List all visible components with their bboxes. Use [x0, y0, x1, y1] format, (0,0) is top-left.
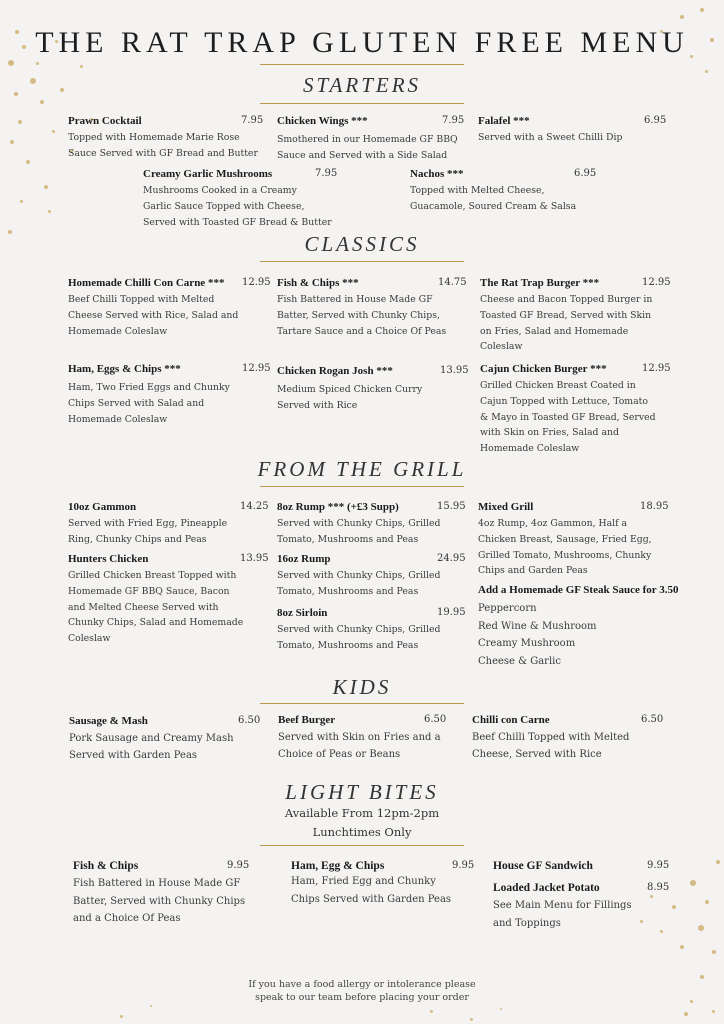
- item-price: 12.95: [242, 277, 271, 288]
- menu-item: [472, 714, 664, 763]
- menu-item: [68, 501, 269, 548]
- item-price: 7.95: [241, 115, 264, 126]
- item-name: Prawn Cocktail: [68, 115, 142, 127]
- item-description: Beef Chilli Topped with Melted Cheese, Served with Rice: [472, 732, 630, 760]
- item-name: Creamy Garlic Mushrooms: [143, 168, 273, 180]
- item-price: 6.50: [424, 714, 447, 725]
- gold-speck: [52, 130, 55, 133]
- item-price: 19.95: [437, 607, 466, 618]
- gold-speck: [26, 160, 30, 164]
- item-name: Ham, Egg & Chips: [291, 860, 385, 872]
- item-price: 6.95: [644, 115, 667, 126]
- gold-speck: [150, 1005, 152, 1007]
- menu-item: [278, 714, 447, 763]
- menu-item: [277, 501, 466, 548]
- menu-item: [410, 168, 597, 215]
- item-price: 12.95: [642, 277, 671, 288]
- sauce-option: Peppercorn: [478, 603, 537, 614]
- item-price: 9.95: [227, 860, 250, 871]
- gold-speck: [640, 920, 643, 923]
- menu-title: THE RAT TRAP GLUTEN FREE MENU: [35, 26, 689, 59]
- gold-speck: [705, 900, 709, 904]
- item-description: Served with Fried Egg, Pineapple Ring, Chunky Chips and Peas: [68, 518, 228, 545]
- section-heading-light-bites: LIGHT BITES: [285, 780, 439, 804]
- divider: [260, 703, 464, 704]
- gold-speck: [80, 65, 83, 68]
- gold-speck: [18, 120, 22, 124]
- item-price: 9.95: [452, 860, 475, 871]
- menu-item: [68, 553, 269, 647]
- item-price: 13.95: [240, 553, 269, 564]
- divider: [260, 103, 464, 104]
- item-name: Loaded Jacket Potato: [493, 882, 600, 894]
- item-name: Cajun Chicken Burger ***: [480, 363, 607, 375]
- gold-speck: [680, 945, 684, 949]
- item-name: 16oz Rump: [277, 553, 331, 565]
- sauce-option: Cheese & Garlic: [478, 655, 561, 667]
- item-name: House GF Sandwich: [493, 860, 593, 872]
- gold-speck: [36, 62, 39, 65]
- sauce-option: Creamy Mushroom: [478, 638, 576, 649]
- item-price: 12.95: [242, 363, 271, 374]
- item-description: Cheese and Bacon Topped Burger in Toasted GF Bread, Served with Skin on Fries, Salad and Homemade Coleslaw: [480, 294, 653, 353]
- menu-item: [493, 860, 670, 872]
- item-name: Chilli con Carne: [472, 714, 550, 726]
- menu-item: [478, 501, 669, 579]
- menu-item: [493, 882, 670, 932]
- item-name: Chicken Rogan Josh ***: [277, 365, 393, 377]
- item-description: Fish Battered in House Made GF Batter, Served with Chunky Chips, Tartare Sauce and a Choice Of Peas: [277, 294, 447, 337]
- gold-speck: [680, 15, 684, 19]
- divider: [260, 261, 464, 262]
- item-name: Sausage & Mash: [69, 715, 148, 727]
- steak-sauce-addon: [478, 584, 678, 670]
- gold-speck: [712, 1010, 715, 1013]
- item-price: 13.95: [440, 365, 469, 376]
- gold-speck: [10, 140, 14, 144]
- gold-speck: [430, 1010, 433, 1013]
- menu-item: [68, 115, 264, 162]
- item-name: Chicken Wings ***: [277, 115, 368, 127]
- item-description: Served with a Sweet Chilli Dip: [478, 132, 623, 143]
- item-name: Fish & Chips: [73, 860, 139, 872]
- gold-speck: [690, 880, 696, 886]
- light-bites-availability: Available From 12pm-2pm Lunchtimes Only: [284, 806, 440, 839]
- item-price: 8.95: [647, 882, 670, 893]
- menu-item: [277, 115, 465, 164]
- item-description: Topped with Melted Cheese, Guacamole, Soured Cream & Salsa: [410, 185, 577, 212]
- gold-speck: [48, 210, 51, 213]
- gold-speck: [8, 60, 14, 66]
- menu-item: [277, 553, 466, 600]
- item-price: 7.95: [442, 115, 465, 126]
- gold-speck: [40, 100, 44, 104]
- item-price: 14.25: [240, 501, 269, 512]
- gold-speck: [712, 950, 716, 954]
- item-price: 6.50: [641, 714, 664, 725]
- menu-item: [143, 168, 338, 230]
- gold-speck: [700, 8, 704, 12]
- gold-speck: [672, 905, 676, 909]
- sauce-option: Red Wine & Mushroom: [478, 620, 597, 632]
- item-description: 4oz Rump, 4oz Gammon, Half a Chicken Breast, Sausage, Fried Egg, Grilled Tomato, Mushrooms, Chunky Chips and Garden Peas: [478, 518, 652, 577]
- item-description: Fish Battered in House Made GF Batter, Served with Chunky Chips and a Choice Of Peas: [73, 878, 246, 924]
- item-description: Ham, Two Fried Eggs and Chunky Chips Served with Salad and Homemade Coleslaw: [68, 382, 230, 425]
- item-price: 6.50: [238, 715, 261, 726]
- menu-item: [291, 860, 475, 908]
- divider: [260, 486, 464, 487]
- menu-item: [69, 715, 261, 764]
- item-name: Hunters Chicken: [68, 553, 149, 565]
- item-description: Served with Chunky Chips, Grilled Tomato, Mushrooms and Peas: [277, 518, 441, 545]
- item-name: Fish & Chips ***: [277, 277, 359, 289]
- menu-item: [277, 277, 467, 339]
- gold-speck: [698, 925, 704, 931]
- gold-speck: [684, 1012, 688, 1016]
- item-price: 15.95: [437, 501, 466, 512]
- item-description: Smothered in our Homemade GF BBQ Sauce and Served with a Side Salad: [277, 134, 458, 161]
- item-description: See Main Menu for Fillings and Toppings: [493, 900, 632, 929]
- gold-speck: [500, 1008, 502, 1010]
- item-description: Ham, Fried Egg and Chunky Chips Served with Garden Peas: [291, 876, 452, 905]
- divider: [260, 64, 464, 65]
- item-name: Nachos ***: [410, 168, 464, 180]
- item-name: 8oz Rump *** (+£3 Supp): [277, 501, 399, 513]
- item-description: Pork Sausage and Creamy Mash Served with Garden Peas: [69, 733, 234, 761]
- item-description: Medium Spiced Chicken Curry Served with Rice: [277, 384, 423, 411]
- menu-item: [480, 277, 671, 355]
- item-price: 6.95: [574, 168, 597, 179]
- allergy-notice: If you have a food allergy or intolerance please speak to our team before placing your order: [248, 979, 476, 1003]
- gold-speck: [20, 200, 23, 203]
- item-name: Mixed Grill: [478, 501, 534, 513]
- addon-heading: Add a Homemade GF Steak Sauce for 3.50: [478, 584, 679, 596]
- item-name: Falafel ***: [478, 115, 530, 127]
- item-price: 12.95: [642, 363, 671, 374]
- sauce-options: [478, 600, 678, 670]
- gold-speck: [716, 860, 720, 864]
- section-heading-grill: FROM THE GRILL: [257, 457, 467, 481]
- menu-item: [480, 363, 671, 457]
- gold-speck: [44, 185, 48, 189]
- item-name: 8oz Sirloin: [277, 607, 328, 619]
- item-name: The Rat Trap Burger ***: [480, 277, 600, 289]
- section-heading-kids: KIDS: [332, 675, 392, 699]
- menu-item: [277, 607, 466, 654]
- menu-item: [277, 365, 469, 414]
- item-description: Served with Chunky Chips, Grilled Tomato, Mushrooms and Peas: [277, 570, 441, 597]
- item-description: Served with Skin on Fries and a Choice of Peas or Beans: [278, 732, 441, 760]
- item-price: 14.75: [438, 277, 467, 288]
- item-description: Topped with Homemade Marie Rose Sauce Served with GF Bread and Butter: [68, 132, 258, 159]
- item-description: Served with Chunky Chips, Grilled Tomato, Mushrooms and Peas: [277, 624, 441, 651]
- section-heading-starters: STARTERS: [302, 73, 422, 97]
- gold-speck: [650, 895, 653, 898]
- item-name: 10oz Gammon: [68, 501, 137, 513]
- menu-item: [68, 277, 271, 339]
- section-heading-classics: CLASSICS: [304, 232, 420, 256]
- item-description: Mushrooms Cooked in a Creamy Garlic Sauce Topped with Cheese, Served with Toasted GF Bread & Butter: [143, 185, 332, 228]
- item-price: 18.95: [640, 501, 669, 512]
- item-price: 7.95: [315, 168, 338, 179]
- item-description: Grilled Chicken Breast Topped with Homemade GF BBQ Sauce, Bacon and Melted Cheese Served with Chunky Chips, Salad and Homemade Coleslaw: [68, 570, 244, 645]
- menu-item: [73, 860, 250, 928]
- item-name: Homemade Chilli Con Carne ***: [68, 277, 225, 289]
- item-name: Ham, Eggs & Chips ***: [68, 363, 181, 375]
- item-price: 24.95: [437, 553, 466, 564]
- gold-speck: [120, 1015, 123, 1018]
- item-description: Grilled Chicken Breast Coated in Cajun Topped with Lettuce, Tomato & Mayo in Toasted GF Bread, Served with Skin on Fries, Salad and Homemade Coleslaw: [480, 380, 656, 455]
- gold-speck: [660, 930, 663, 933]
- item-price: 9.95: [647, 860, 670, 871]
- menu-item: [478, 115, 667, 146]
- gold-speck: [470, 1018, 473, 1021]
- item-name: Beef Burger: [278, 714, 336, 726]
- menu-item: [68, 363, 271, 427]
- item-description: Beef Chilli Topped with Melted Cheese Served with Rice, Salad and Homemade Coleslaw: [68, 294, 239, 337]
- divider: [260, 845, 464, 846]
